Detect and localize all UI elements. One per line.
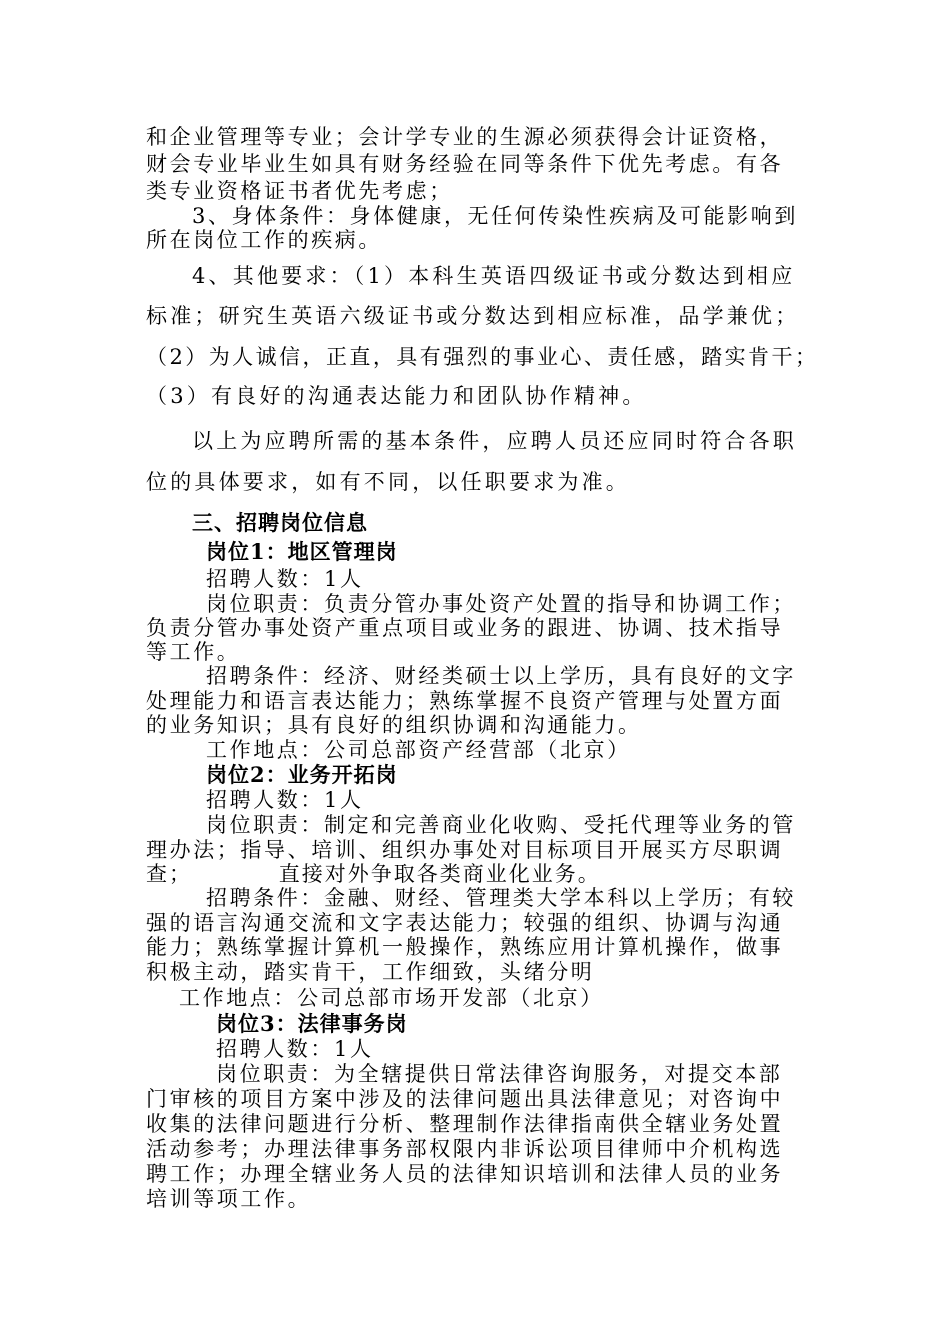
paragraph-line: 能力；熟练掌握计算机一般操作，熟练应用计算机操作，做事 — [146, 935, 784, 959]
paragraph-line: 招聘人数：1人 — [216, 1037, 374, 1061]
paragraph-line: 理办法；指导、培训、组织办事处对目标项目开展买方尽职调 — [146, 838, 784, 862]
paragraph-line: 工作地点：公司总部市场开发部（北京） — [179, 986, 604, 1010]
paragraph-line: 以上为应聘所需的基本条件，应聘人员还应同时符合各职 — [192, 429, 797, 453]
paragraph-line: 标准；研究生英语六级证书或分数达到相应标准，品学兼优； — [146, 304, 800, 328]
paragraph-line: 类专业资格证书者优先考虑； — [146, 179, 453, 203]
paragraph-line: 招聘人数：1人 — [206, 788, 364, 812]
paragraph-line: 3、身体条件：身体健康，无任何传染性疾病及可能影响到 — [192, 204, 798, 228]
paragraph-line: 门审核的项目方案中涉及的法律问题出具法律意见；对咨询中 — [146, 1087, 784, 1111]
paragraph-line: 收集的法律问题进行分析、整理制作法律指南供全辖业务处置 — [146, 1112, 784, 1136]
position-3-heading: 岗位3：法律事务岗 — [216, 1011, 408, 1036]
paragraph-line: 负责分管办事处资产重点项目或业务的跟进、协调、技术指导 — [146, 616, 784, 640]
paragraph-line: （3）有良好的沟通表达能力和团队协作精神。 — [146, 384, 647, 408]
paragraph-line: 4、其他要求：（1）本科生英语四级证书或分数达到相应 — [192, 264, 796, 288]
paragraph-line: （2）为人诚信，正直，具有强烈的事业心、责任感，踏实肯干； — [146, 345, 819, 369]
paragraph-line: 强的语言沟通交流和文字表达能力；较强的组织、协调与沟通 — [146, 911, 784, 935]
paragraph-line: 处理能力和语言表达能力；熟练掌握不良资产管理与处置方面 — [146, 689, 784, 713]
section-heading: 三、招聘岗位信息 — [192, 510, 368, 535]
paragraph-line: 招聘人数：1人 — [206, 567, 364, 591]
paragraph-line: 工作地点：公司总部资产经营部（北京） — [206, 738, 631, 762]
paragraph-line: 位的具体要求，如有不同，以任职要求为准。 — [146, 470, 630, 494]
paragraph-line: 岗位职责：为全辖提供日常法律咨询服务，对提交本部 — [216, 1062, 783, 1086]
paragraph-line: 和企业管理等专业；会计学专业的生源必须获得会计证资格， — [146, 125, 784, 149]
paragraph-line: 招聘条件：经济、财经类硕士以上学历，具有良好的文字 — [206, 664, 796, 688]
paragraph-line: 招聘条件：金融、财经、管理类大学本科以上学历；有较 — [206, 886, 796, 910]
paragraph-line: 聘工作；办理全辖业务人员的法律知识培训和法律人员的业务 — [146, 1162, 784, 1186]
position-1-heading: 岗位1：地区管理岗 — [206, 539, 398, 564]
paragraph-line: 岗位职责：制定和完善商业化收购、受托代理等业务的管 — [206, 813, 796, 837]
paragraph-line: 财会专业毕业生如具有财务经验在同等条件下优先考虑。有各 — [146, 152, 784, 176]
paragraph-line: 培训等项工作。 — [146, 1187, 312, 1211]
paragraph-line: 查； 直接对外争取各类商业化业务。 — [146, 862, 601, 886]
paragraph-line: 所在岗位工作的疾病。 — [146, 228, 382, 252]
paragraph-line: 等工作。 — [146, 640, 241, 664]
paragraph-line: 岗位职责：负责分管办事处资产处置的指导和协调工作； — [206, 592, 796, 616]
paragraph-line: 积极主动，踏实肯干，工作细致，头绪分明 — [146, 960, 595, 984]
paragraph-line: 活动参考；办理法律事务部权限内非诉讼项目律师中介机构选 — [146, 1137, 784, 1161]
position-2-heading: 岗位2：业务开拓岗 — [206, 762, 398, 787]
paragraph-line: 的业务知识；具有良好的组织协调和沟通能力。 — [146, 713, 642, 737]
